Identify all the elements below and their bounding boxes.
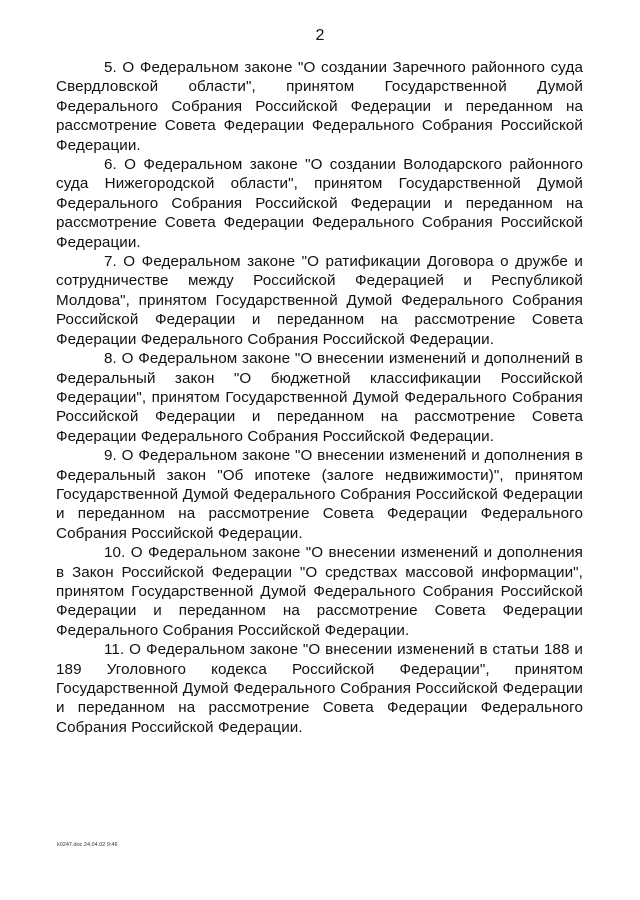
- agenda-item-7: 7. О Федеральном законе "О ратификации Договора о дружбе и сотрудничестве между Российской Федерацией и Республикой Молдова", принятом Государственной Думой Федерального Собрания Российской Федерации и переданном на рассмотрение Совета Федерации Федерального Собрания Российской Федерации.: [56, 253, 583, 348]
- agenda-item-8: 8. О Федеральном законе "О внесении изменений и дополнений в Федеральный закон "О бюджетной классификации Российской Федерации", принятом Государственной Думой Федерального Собрания Российской Федерации и переданном на рассмотрение Совета Федерации Федерального Собрания Российской Федерации.: [56, 350, 583, 445]
- agenda-item-5: 5. О Федеральном законе "О создании Заречного районного суда Свердловской области", принятом Государственной Думой Федерального Собрания Российской Федерации и переданном на рассмотрение Совета Федерации Федерального Собрания Российской Федерации.: [56, 59, 583, 154]
- agenda-list: [56, 58, 583, 737]
- agenda-item-11: 11. О Федеральном законе "О внесении изменений в статьи 188 и 189 Уголовного кодекса Российской Федерации", принятом Государственной Думой Федерального Собрания Российской Федерации и переданном на рассмотрение Совета Федерации Федерального Собрания Российской Федерации.: [56, 641, 583, 736]
- page-number: 2: [315, 27, 325, 44]
- agenda-item-6: 6. О Федеральном законе "О создании Володарского районного суда Нижегородской области", принятом Государственной Думой Федерального Собрания Российской Федерации и переданном на рассмотрение Совета Федерации Федерального Собрания Российской Федерации.: [56, 156, 583, 251]
- agenda-item-9: 9. О Федеральном законе "О внесении изменений и дополнения в Федеральный закон "Об ипотеке (залоге недвижимости)", принятом Государственной Думой Федерального Собрания Российской Федерации и переданном на рассмотрение Совета Федерации Федерального Собрания Российской Федерации.: [56, 447, 583, 542]
- document-footer: k0247.doc 24.04.02 9:46: [57, 842, 118, 848]
- agenda-item-10: 10. О Федеральном законе "О внесении изменений и дополнения в Закон Российской Федерации "О средствах массовой информации", принятом Государственной Думой Федерального Собрания Российской Федерации и переданном на рассмотрение Совета Федерации Федерального Собрания Российской Федерации.: [56, 544, 583, 639]
